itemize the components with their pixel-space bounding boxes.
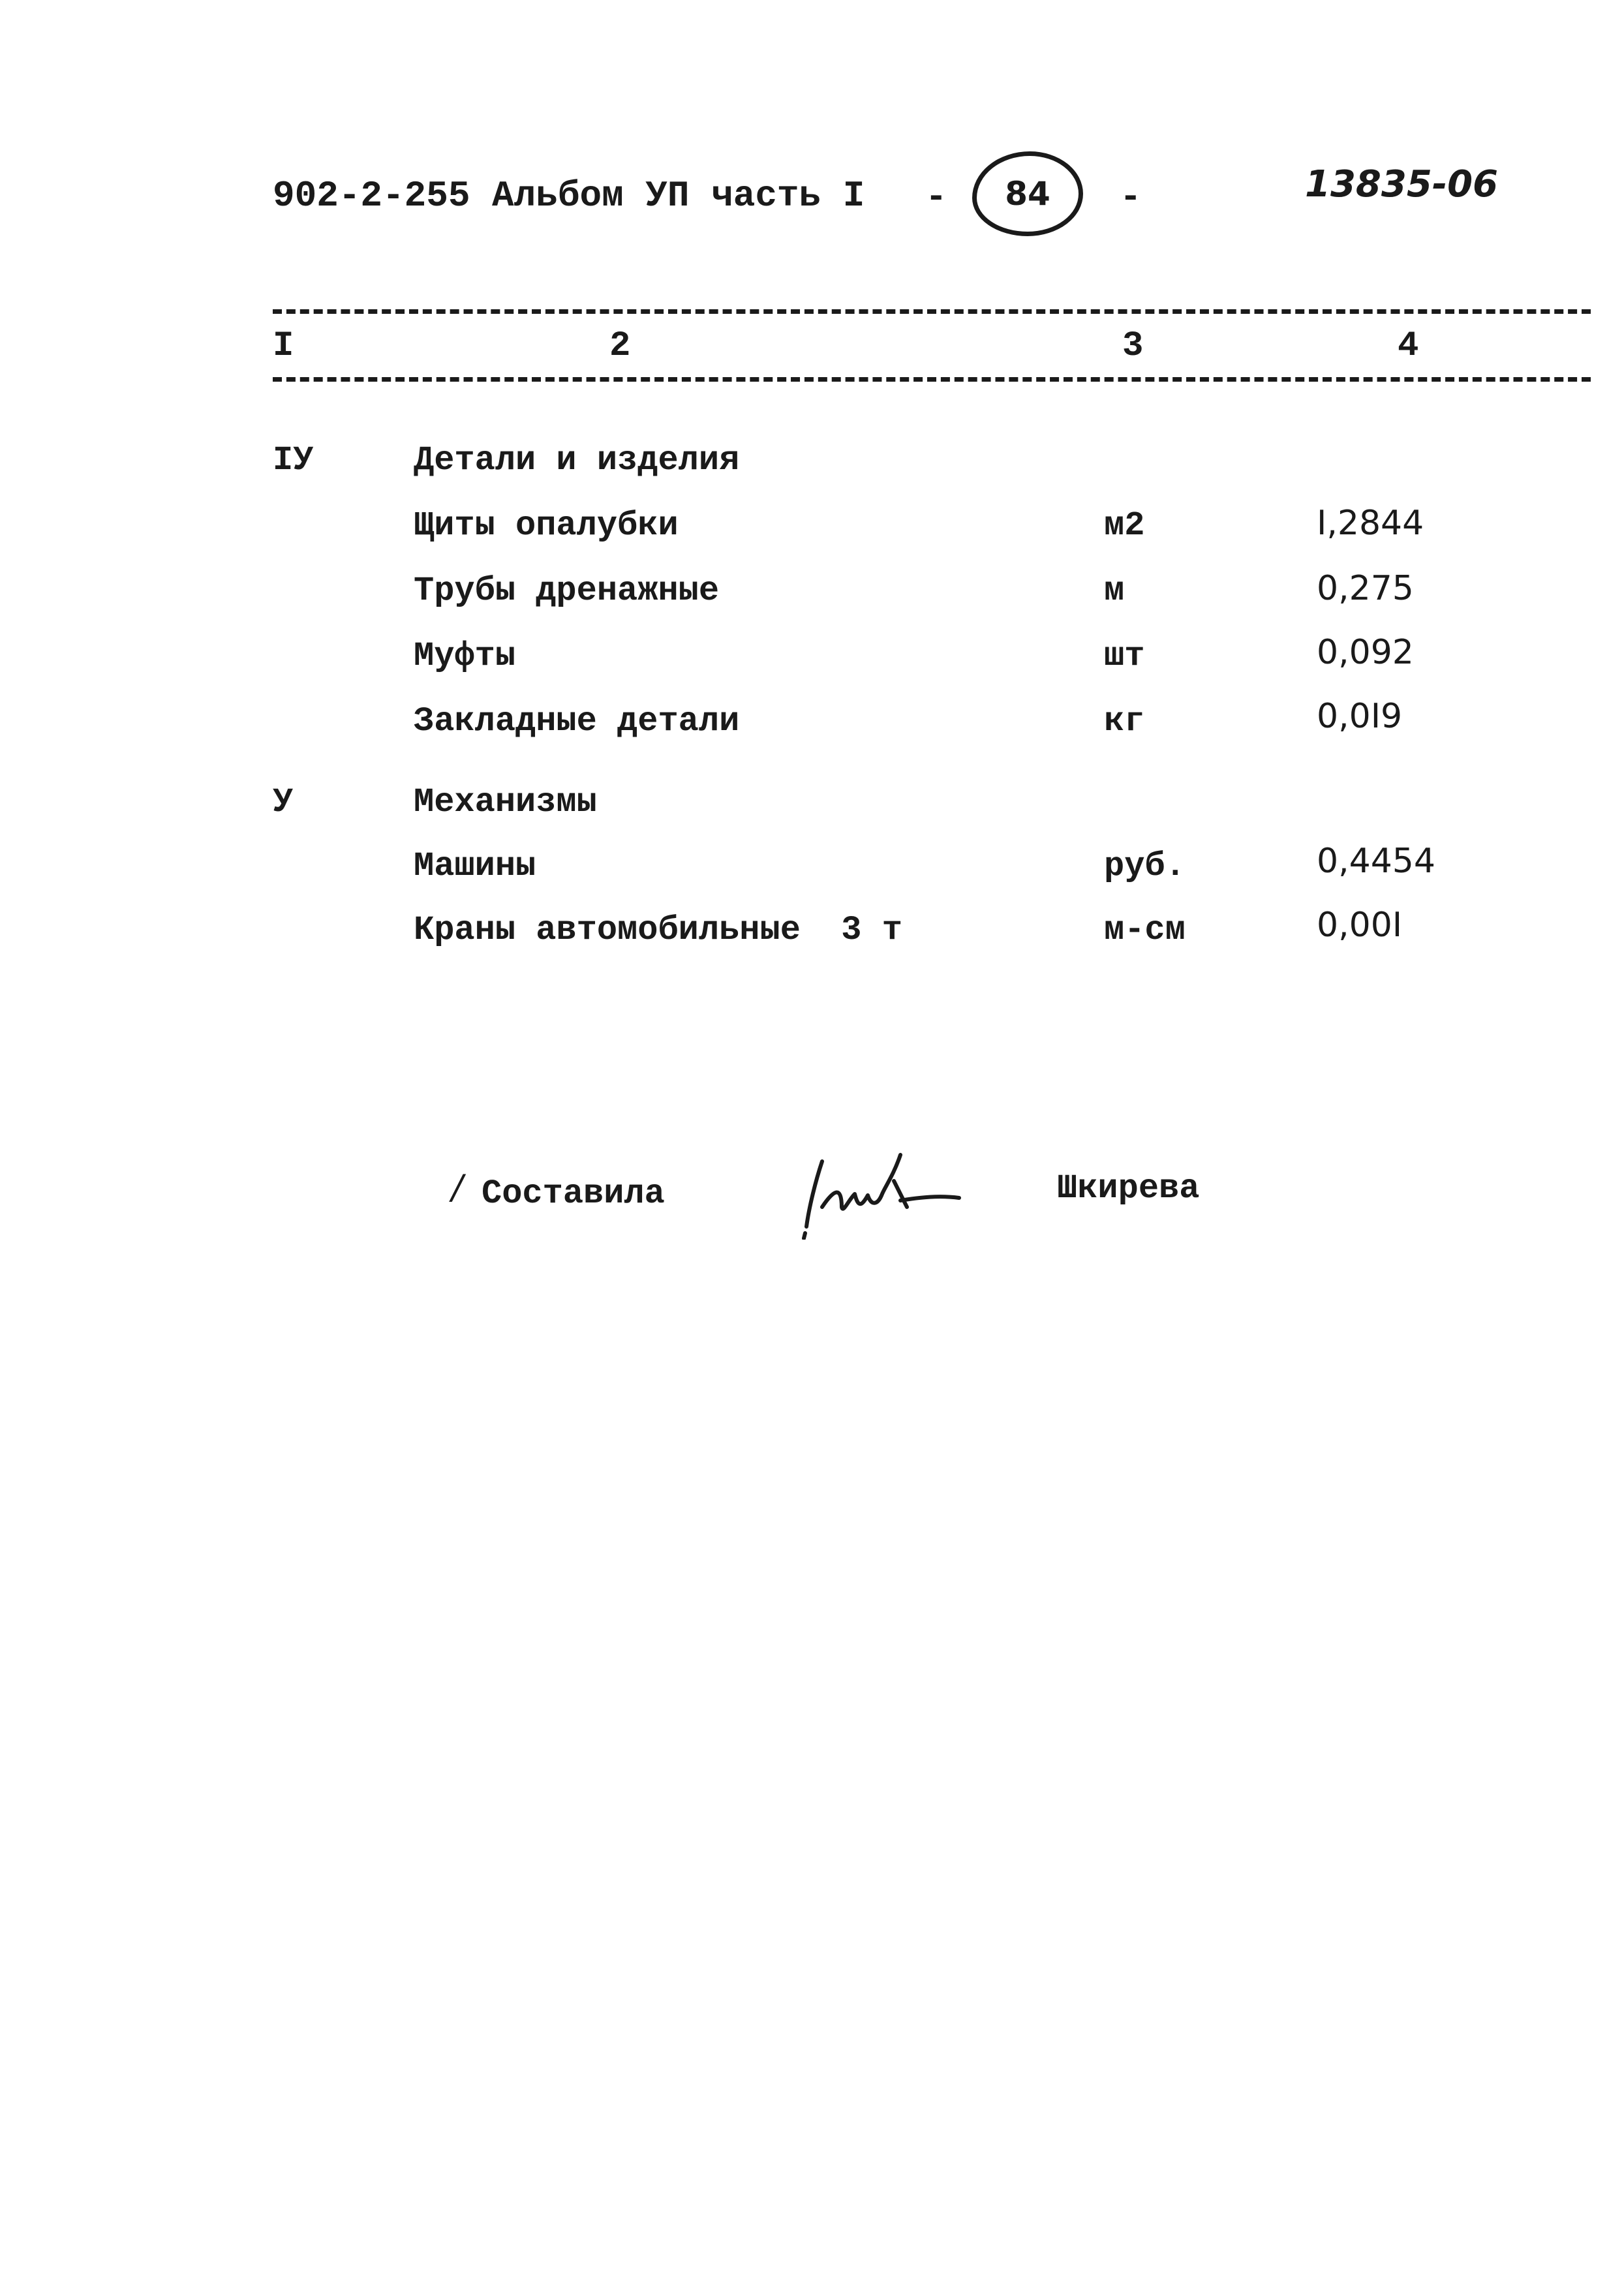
item-name: Муфты xyxy=(414,637,516,675)
section-number: У xyxy=(273,783,294,821)
item-value: 0,092 xyxy=(1317,633,1414,672)
item-name: Щиты опалубки xyxy=(414,506,679,545)
signer-name: Шкирева xyxy=(1057,1169,1200,1208)
column-header-2: 2 xyxy=(609,326,631,366)
page-number-circle xyxy=(972,151,1083,236)
item-value: 0,4454 xyxy=(1317,842,1435,881)
column-header-4: 4 xyxy=(1398,326,1419,366)
item-name: Машины xyxy=(414,847,536,885)
page-dash-right: - xyxy=(1120,176,1142,218)
item-unit: м2 xyxy=(1104,506,1145,545)
signature-label: Составила xyxy=(482,1174,665,1213)
section-title: Механизмы xyxy=(414,783,597,821)
handwritten-signature xyxy=(796,1135,966,1240)
column-header-3: 3 xyxy=(1122,326,1144,366)
item-unit: руб. xyxy=(1104,847,1186,885)
item-value: 0,00I xyxy=(1317,906,1403,945)
item-unit: м-см xyxy=(1104,911,1186,949)
signature-tick: / xyxy=(452,1168,463,1207)
item-unit: м xyxy=(1104,572,1125,610)
item-value: 0,275 xyxy=(1317,569,1414,608)
page-dash-left: - xyxy=(925,176,947,218)
section-title: Детали и изделия xyxy=(414,441,740,480)
item-value: 0,0I9 xyxy=(1317,697,1403,736)
item-unit: шт xyxy=(1104,637,1145,675)
column-header-1: I xyxy=(273,326,294,366)
section-number: IУ xyxy=(273,441,314,480)
item-name: Трубы дренажные xyxy=(414,572,720,610)
item-name: Закладные детали xyxy=(414,702,740,741)
item-name: Краны автомобильные 3 т xyxy=(414,911,902,949)
table-rule-bottom xyxy=(273,377,1591,382)
item-value: I,2844 xyxy=(1317,504,1424,543)
table-rule-top xyxy=(273,309,1591,314)
page-number: 84 xyxy=(1005,175,1050,213)
inventory-number: 13835-06 xyxy=(1305,163,1498,206)
item-unit: кг xyxy=(1104,702,1145,741)
document-code: 902-2-255 Альбом УП часть I xyxy=(273,175,865,217)
